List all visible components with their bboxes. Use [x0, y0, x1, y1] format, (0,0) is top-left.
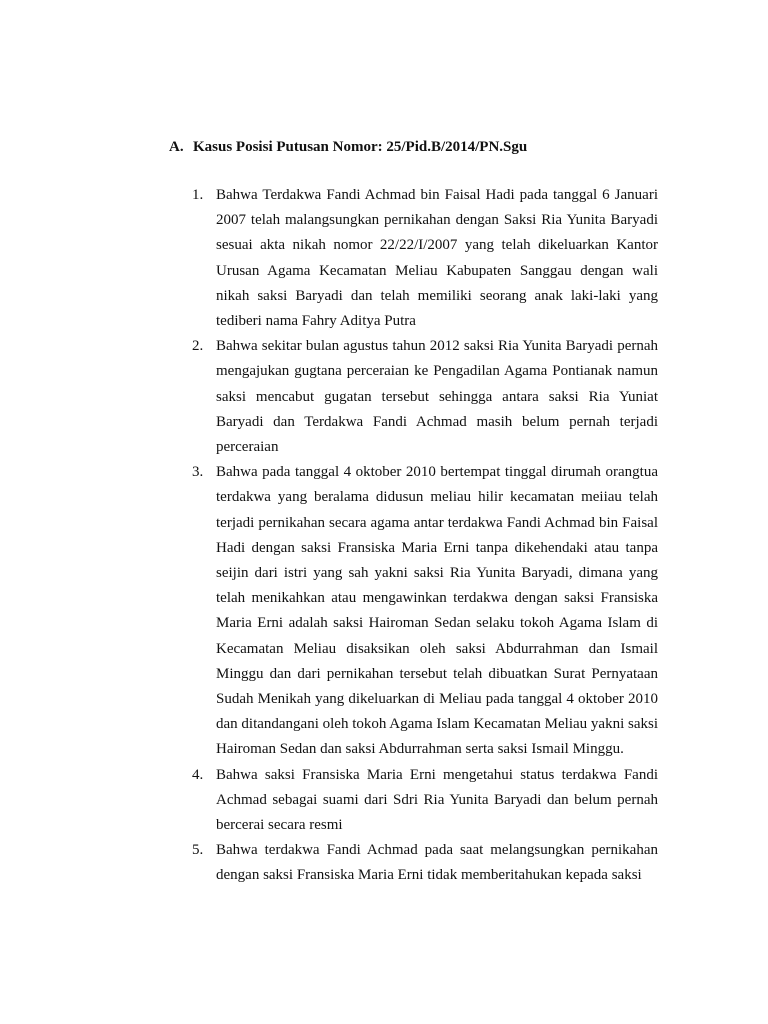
case-facts-list — [192, 183, 658, 889]
list-item — [192, 460, 658, 762]
item-text: Bahwa pada tanggal 4 oktober 2010 bertempat tinggal dirumah orangtua terdakwa yang beralama didusun meliau hilir kecamatan meiiau telah terjadi pernikahan secara agama antar terdakwa Fandi Achmad bin Faisal Hadi dengan saksi Fransiska Maria Erni tanpa dikehendaki atau tanpa seijin dari istri yang sah yakni saksi Ria Yunita Baryadi, dimana yang telah menikahkan atau mengawinkan terdakwa dengan saksi Fransiska Maria Erni adalah saksi Hairoman Sedan selaku tokoh Agama Islam di Kecamatan Meliau disaksikan oleh saksi Abdurrahman dan Ismail Minggu dan dari pernikahan tersebut telah dibuatkan Surat Pernyataan Sudah Menikah yang dikeluarkan di Meliau pada tanggal 4 oktober 2010 dan ditandangani oleh tokoh Agama Islam Kecamatan Meliau yakni saksi Hairoman Sedan dan saksi Abdurrahman serta saksi Ismail Minggu. — [216, 464, 658, 758]
item-number: 1. — [192, 187, 204, 203]
list-item — [192, 838, 658, 888]
item-number: 5. — [192, 842, 204, 859]
section-letter: A. — [169, 139, 184, 155]
item-text: Bahwa terdakwa Fandi Achmad pada saat melangsungkan pernikahan dengan saksi Fransiska Maria Erni tidak memberitahukan kepada saksi — [216, 842, 658, 884]
item-text: Bahwa saksi Fransiska Maria Erni mengetahui status terdakwa Fandi Achmad sebagai suami dari Sdri Ria Yunita Baryadi dan belum pernah bercerai secara resmi — [216, 766, 658, 834]
item-number: 3. — [192, 464, 204, 481]
list-item — [192, 334, 658, 460]
item-number: 2. — [192, 338, 204, 355]
section-heading — [169, 137, 527, 157]
item-text: Bahwa Terdakwa Fandi Achmad bin Faisal Hadi pada tanggal 6 Januari 2007 telah malangsungkan pernikahan dengan Saksi Ria Yunita Baryadi sesuai akta nikah nomor 22/22/I/2007 yang telah dikeluarkan Kantor Urusan Agama Kecamatan Meliau Kabupaten Sanggau dengan wali nikah saksi Baryadi dan telah memiliki seorang anak laki-laki yang tediberi nama Fahry Aditya Putra — [216, 187, 658, 330]
item-number: 4. — [192, 766, 204, 783]
list-item — [192, 183, 658, 334]
section-title: Kasus Posisi Putusan Nomor: 25/Pid.B/2014/PN.Sgu — [193, 139, 528, 155]
item-text: Bahwa sekitar bulan agustus tahun 2012 saksi Ria Yunita Baryadi pernah mengajukan gugtana perceraian ke Pengadilan Agama Pontianak namun saksi mencabut gugatan tersebut sehingga antara saksi Ria Yuniat Baryadi dan Terdakwa Fandi Achmad masih belum pernah terjadi perceraian — [216, 338, 658, 456]
list-item — [192, 763, 658, 839]
